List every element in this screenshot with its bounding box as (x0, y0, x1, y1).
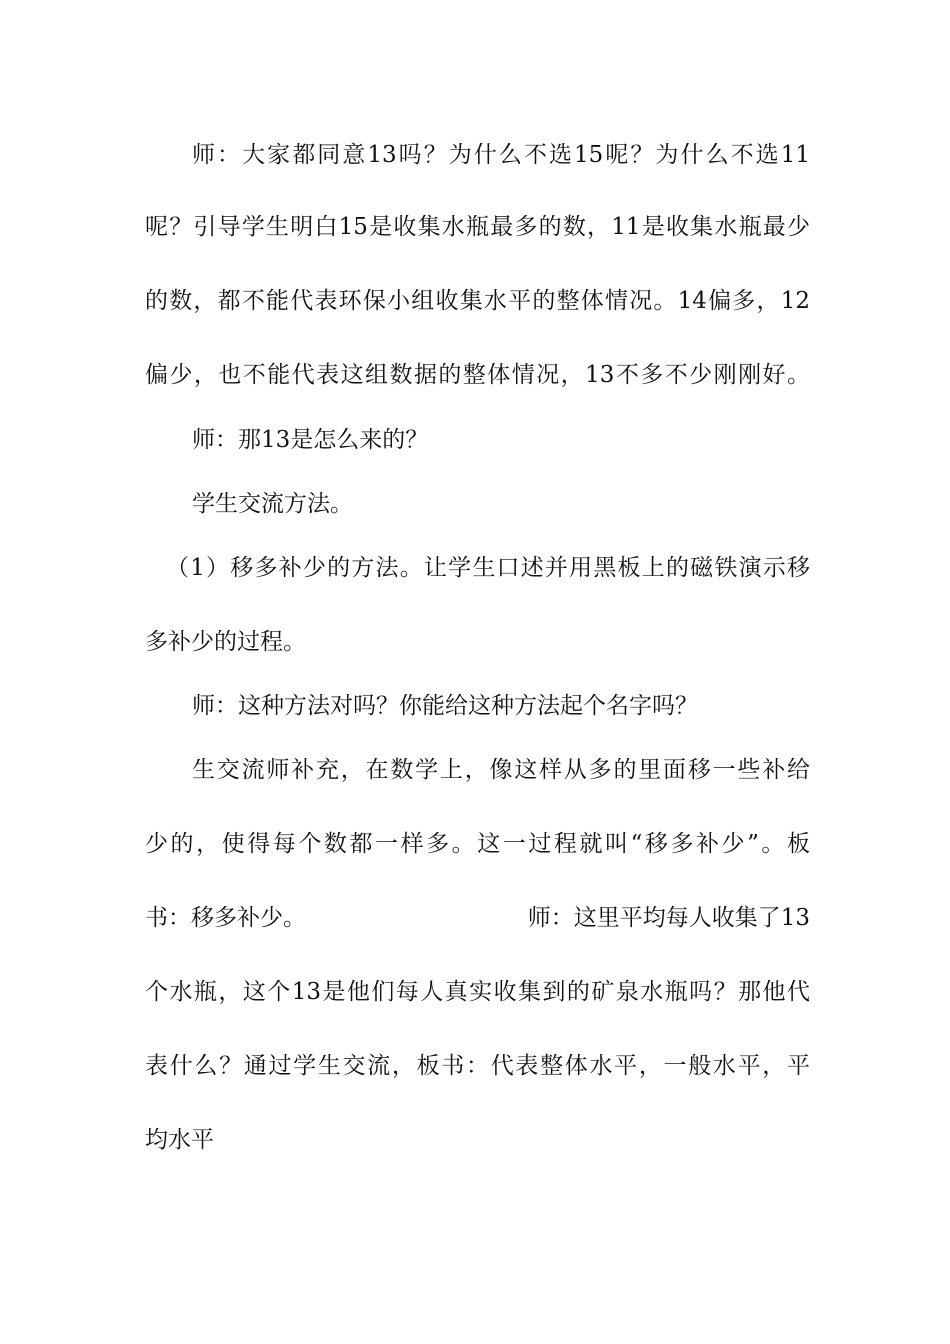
text-line-15: 均水平 (145, 1127, 214, 1153)
text-line-12-left: 书：移多补少。 (145, 905, 306, 931)
text-line-4: 偏少，也不能代表这组数据的整体情况，13不多不少刚刚好。 (145, 362, 810, 388)
text-line-13: 个水瓶，这个13是他们每人真实收集到的矿泉水瓶吗？那他代 (145, 979, 810, 1005)
text-line-11: 少的，使得每个数都一样多。这一过程就叫“移多补少”。板 (145, 831, 810, 857)
text-line-9: 师：这种方法对吗？你能给这种方法起个名字吗？ (192, 693, 698, 719)
text-line-12 (145, 903, 810, 933)
text-line-5: 师：那13是怎么来的？ (192, 427, 429, 453)
text-line-10: 生交流师补充，在数学上，像这样从多的里面移一些补给 (192, 757, 810, 783)
text-line-12-right: 师：这里平均每人收集了13 (527, 905, 810, 931)
text-line-3: 的数，都不能代表环保小组收集水平的整体情况。14偏多，12 (145, 288, 810, 314)
text-line-8: 多补少的过程。 (145, 629, 306, 655)
text-line-14: 表什么？通过学生交流，板书：代表整体水平，一般水平，平 (145, 1053, 810, 1079)
text-line-1: 师：大家都同意13吗？为什么不选15呢？为什么不选11 (192, 142, 810, 168)
text-line-6: 学生交流方法。 (192, 491, 353, 517)
text-line-7: （1）移多补少的方法。让学生口述并用黑板上的磁铁演示移 (166, 555, 810, 581)
text-line-2: 呢？引导学生明白15是收集水瓶最多的数，11是收集水瓶最少 (145, 214, 810, 240)
